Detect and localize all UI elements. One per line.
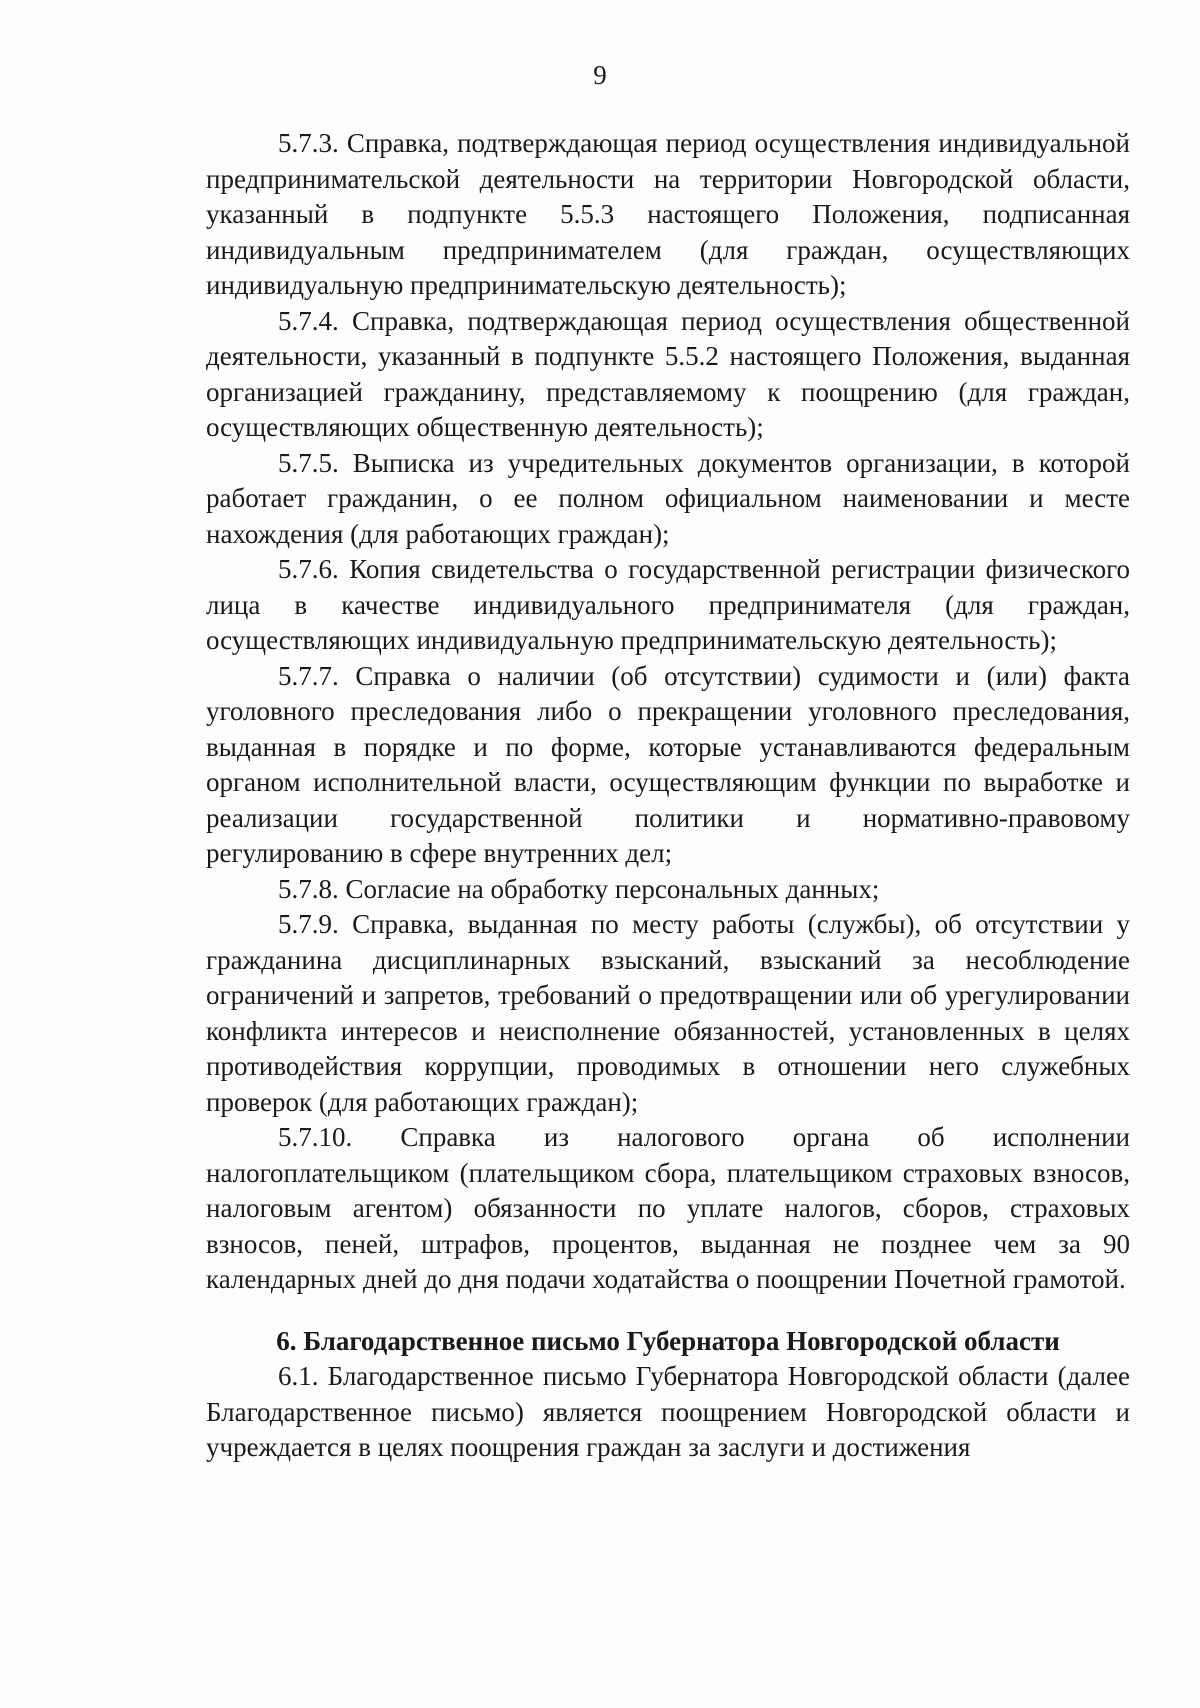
paragraph-5-7-9: 5.7.9. Справка, выданная по месту работы (службы), об отсутствии у гражданина дисциплинарных взысканий, взысканий за несоблюдение ограничений и запретов, требований о предотвращении или об урегулировании конфликта интересов и неисполнение обязанностей, установленных в целях противодействия коррупции, проводимых в отношении него служебных проверок (для работающих граждан); [206,909,1130,1117]
paragraph-6-1: 6.1. Благодарственное письмо Губернатора Новгородской области (далее Благодарственное письмо) является поощрением Новгородской области и учреждается в целях поощрения граждан за заслуги и достижения [206,1361,1130,1462]
paragraph-5-7-7: 5.7.7. Справка о наличии (об отсутствии) судимости и (или) факта уголовного преследования либо о прекращении уголовного преследования, выданная в порядке и по форме, которые устанавливаются федеральным органом исполнительной власти, осуществляющим функции по выработке и реализации государственной политики и нормативно-правовому регулированию в сфере внутренних дел; [206,660,1130,868]
page-number: 9 [593,60,607,90]
paragraph-5-7-3: 5.7.3. Справка, подтверждающая период осуществления индивидуальной предпринимательской деятельности на территории Новгородской области, указанный в подпункте 5.5.3 настоящего Положения, подписанная индивидуальным предпринимателем (для граждан, осуществляющих индивидуальную предпринимательскую деятельность); [206,128,1130,300]
document-body [206,126,1130,1466]
paragraph-5-7-5: 5.7.5. Выписка из учредительных документов организации, в которой работает гражданин, о ее полном официальном наименовании и месте нахождения (для работающих граждан); [206,447,1130,549]
paragraph-5-7-4: 5.7.4. Справка, подтверждающая период осуществления общественной деятельности, указанный в подпункте 5.5.2 настоящего Положения, выданная организацией гражданину, представляемому к поощрению (для граждан, осуществляющих общественную деятельность); [206,305,1130,442]
paragraph-5-7-6: 5.7.6. Копия свидетельства о государственной регистрации физического лица в качестве индивидуального предпринимателя (для граждан, осуществляющих индивидуальную предпринимательскую деятельность); [206,554,1130,655]
section-heading: 6. Благодарственное письмо Губернатора Новгородской области [276,1325,1060,1356]
paragraph-5-7-10: 5.7.10. Справка из налогового органа об исполнении налогоплательщиком (плательщиком сбора, плательщиком страховых взносов, налоговым агентом) обязанности по уплате налогов, сборов, страховых взносов, пеней, штрафов, процентов, выданная не позднее чем за 90 календарных дней до дня подачи ходатайства о поощрении Почетной грамотой. [206,1122,1130,1294]
paragraph-5-7-8: 5.7.8. Согласие на обработку персональных данных; [278,873,880,904]
